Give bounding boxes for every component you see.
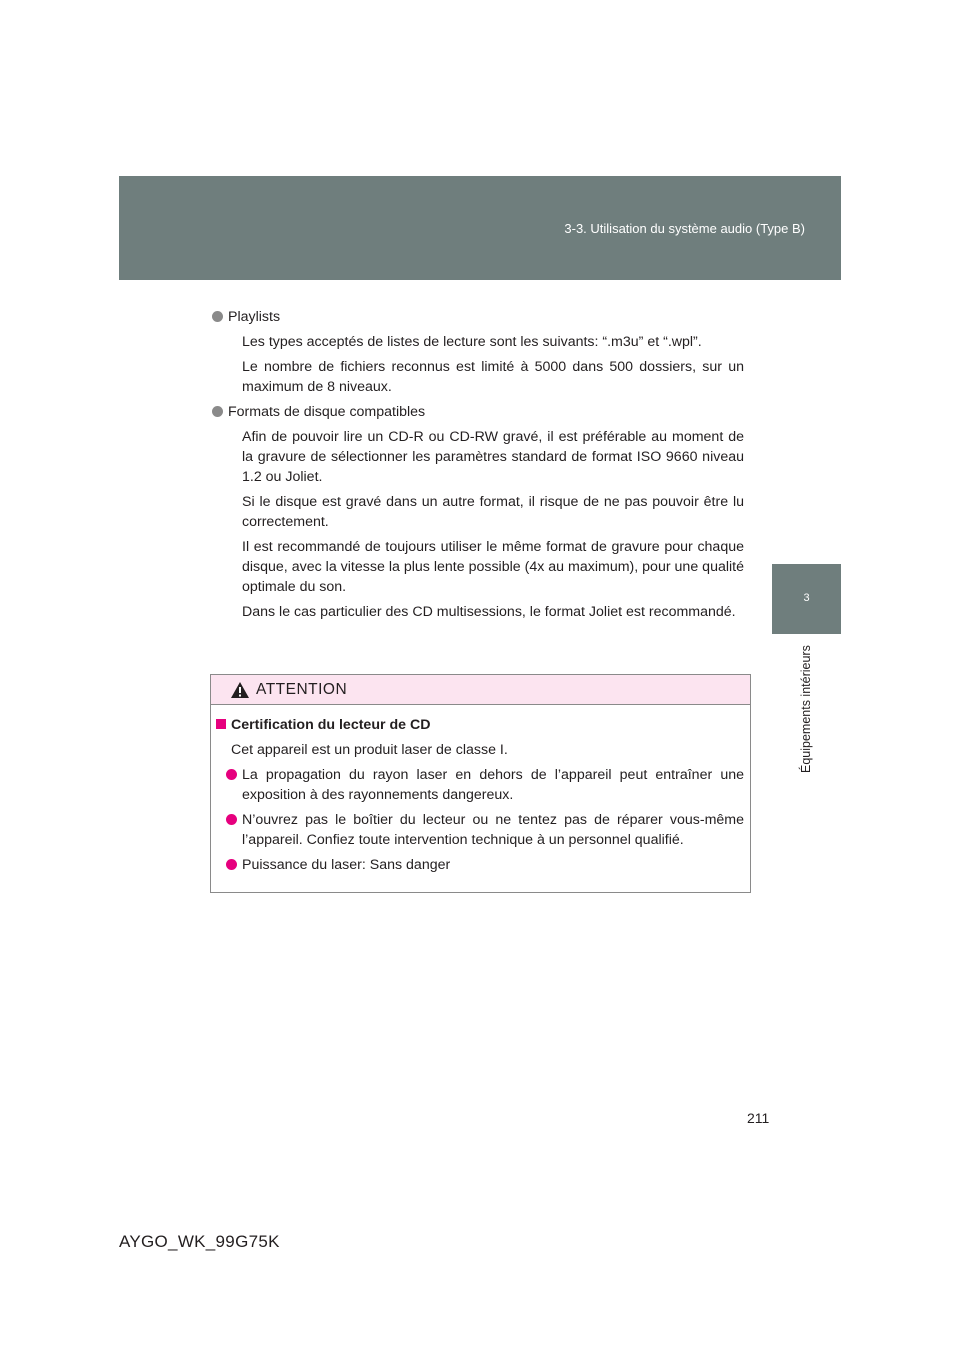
bullet-dot-icon [212, 311, 223, 322]
attention-section-title-text: Certification du lecteur de CD [231, 717, 431, 733]
paragraph: Les types acceptés de listes de lecture sont les suivants: “.m3u” et “.wpl”. [242, 334, 702, 350]
chapter-tab [772, 564, 841, 634]
attention-intro: Cet appareil est un produit laser de classe I. [231, 742, 508, 758]
attention-item-text: La propagation du rayon laser en dehors de l’appareil peut entraîner une exposition à des rayonnements dangereux. [242, 767, 744, 803]
attention-item-text: Puissance du laser: Sans danger [242, 857, 451, 873]
bullet-dot-icon [226, 769, 237, 780]
page-number: 211 [747, 1110, 770, 1126]
chapter-label: Équipements intérieurs [799, 645, 813, 773]
attention-item [242, 810, 744, 850]
document-code: AYGO_WK_99G75K [119, 1232, 280, 1251]
attention-title: ATTENTION [256, 681, 348, 698]
attention-body [211, 715, 750, 880]
attention-section-title [211, 715, 750, 735]
paragraph: Afin de pouvoir lire un CD-R ou CD-RW gravé, il est préférable au moment de la gravure de sélectionner les paramètres standard de format ISO 9660 niveau 1.2 ou Joliet. [242, 429, 744, 485]
bullet-dot-icon [226, 859, 237, 870]
paragraph: Dans le cas particulier des CD multisessions, le format Joliet est recommandé. [242, 604, 736, 620]
main-content [226, 307, 744, 627]
chapter-number: 3 [803, 592, 810, 604]
paragraph: Le nombre de fichiers reconnus est limité à 5000 dans 500 dossiers, sur un maximum de 8 niveaux. [242, 359, 744, 395]
playlists-heading [212, 307, 744, 327]
attention-item [242, 765, 744, 805]
attention-header [211, 675, 750, 705]
header-band [119, 176, 841, 280]
paragraph: Si le disque est gravé dans un autre format, il risque de ne pas pouvoir être lu correctement. [242, 494, 744, 530]
attention-box [210, 674, 751, 893]
attention-item [242, 855, 744, 875]
paragraph: Il est recommandé de toujours utiliser le même format de gravure pour chaque disque, avec la vitesse la plus lente possible (4x au maximum), pour une qualité optimale du son. [242, 539, 744, 595]
formats-title: Formats de disque compatibles [228, 404, 426, 420]
bullet-dot-icon [226, 814, 237, 825]
section-title: 3-3. Utilisation du système audio (Type B) [564, 221, 805, 236]
warning-triangle-icon [230, 681, 250, 699]
bullet-dot-icon [212, 406, 223, 417]
formats-heading [212, 402, 744, 422]
square-bullet-icon [216, 719, 226, 729]
playlists-title: Playlists [228, 309, 281, 325]
attention-item-text: N’ouvrez pas le boîtier du lecteur ou ne tentez pas de réparer vous-même l’appareil. Confiez toute intervention technique à un personnel qualifié. [242, 812, 744, 848]
